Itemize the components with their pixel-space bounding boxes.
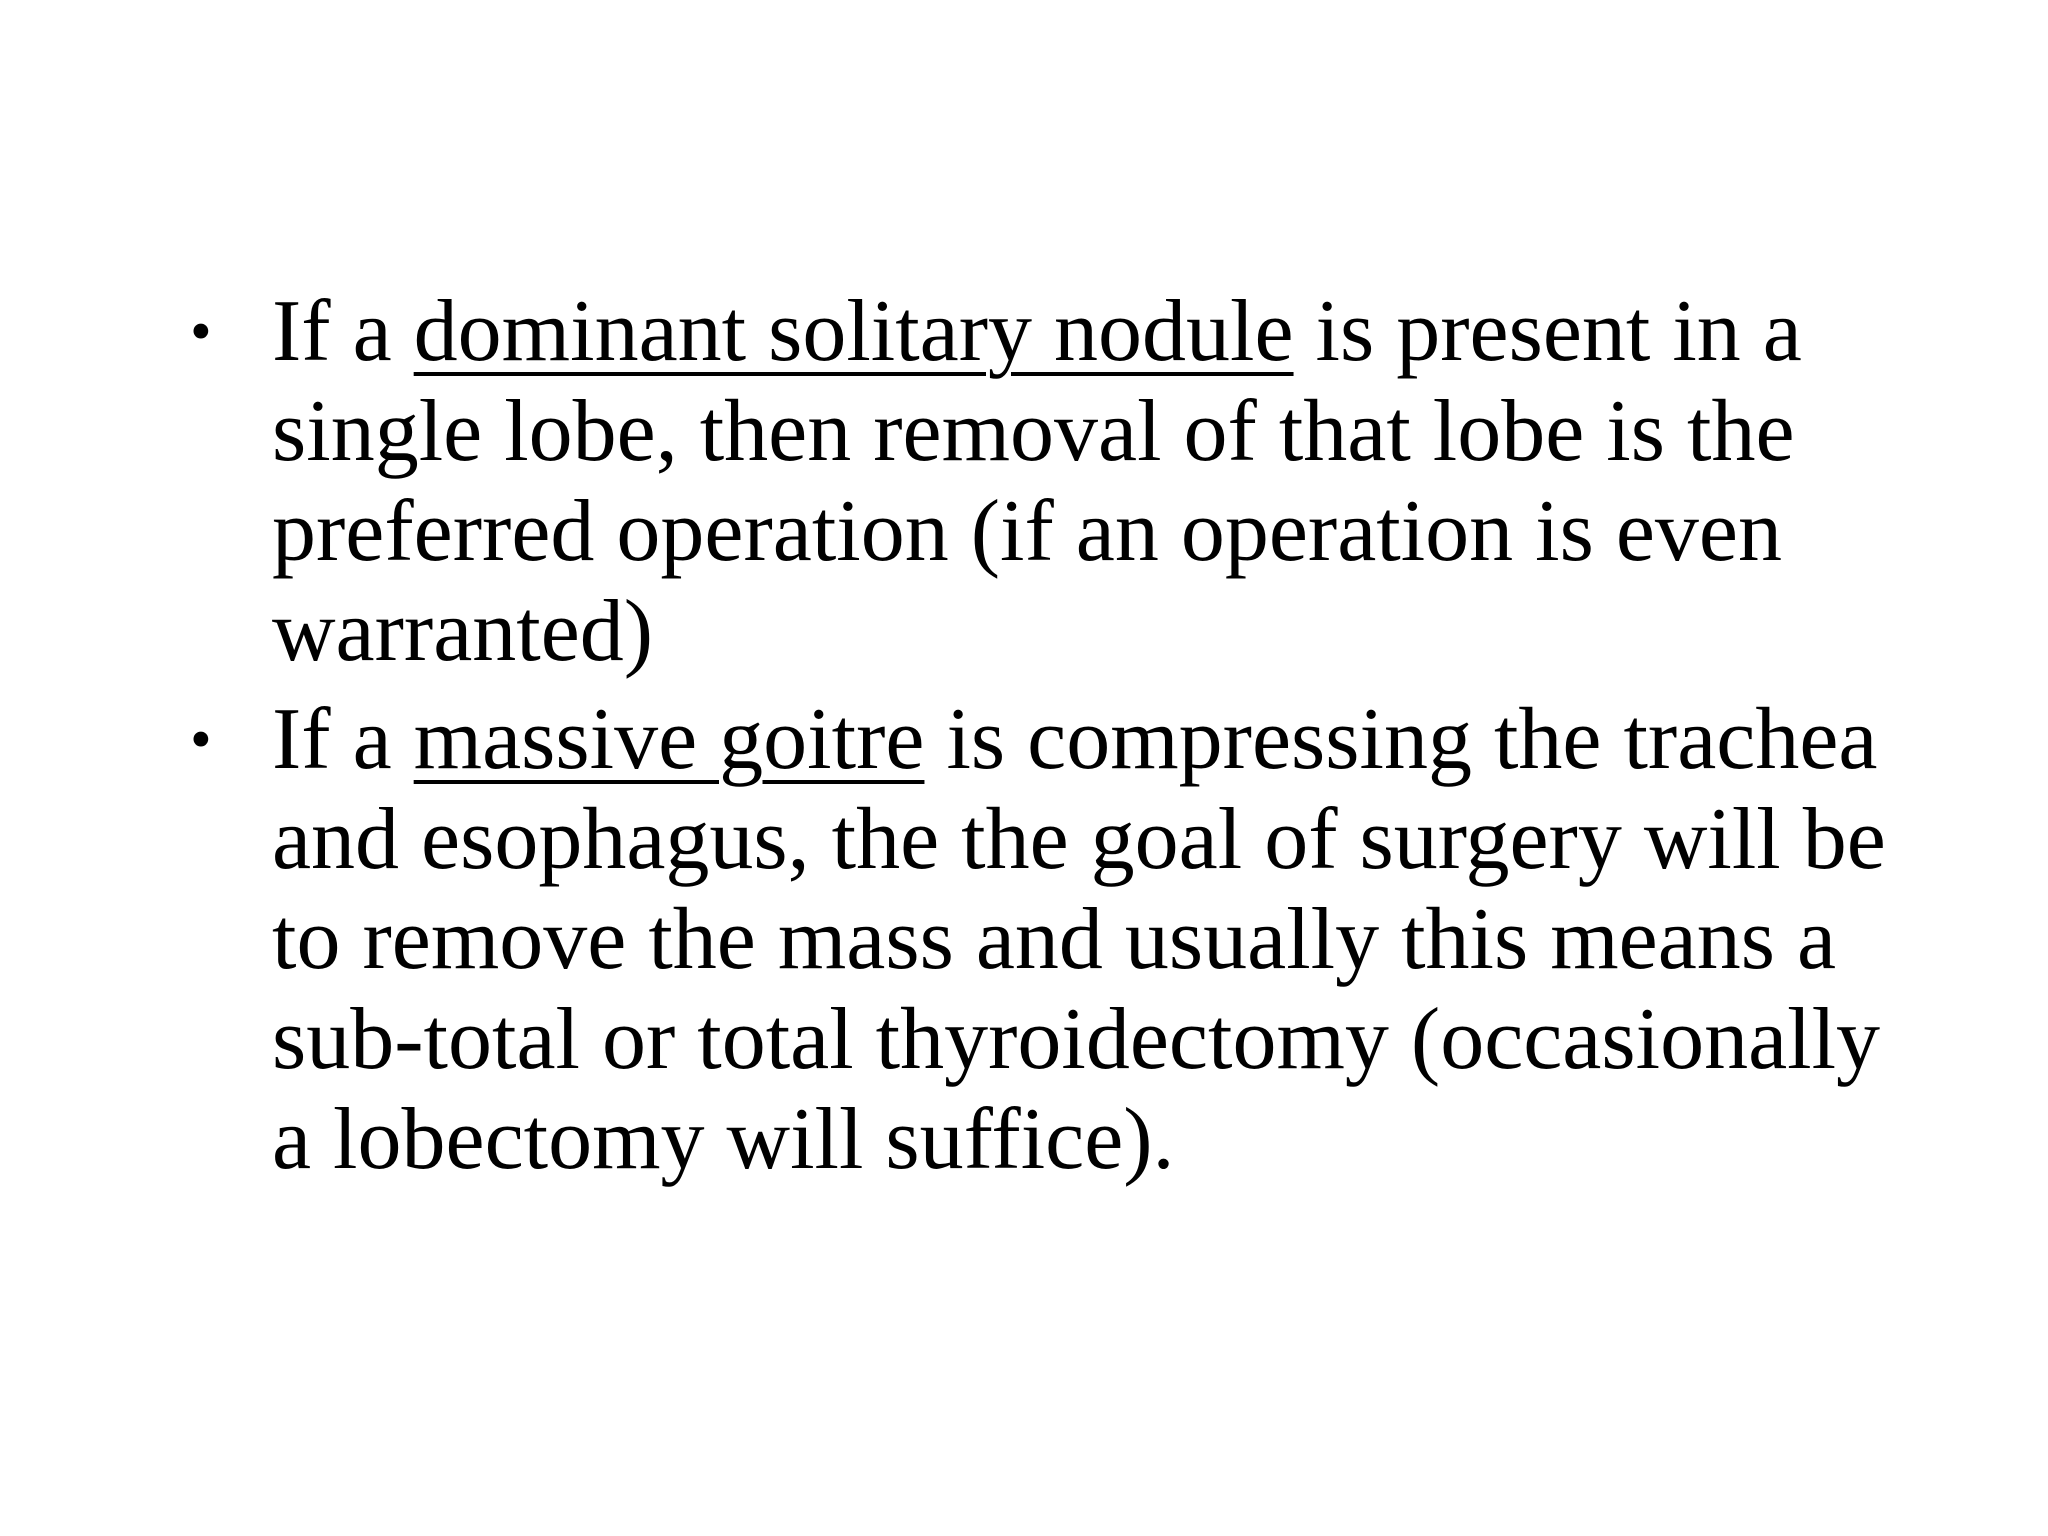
bullet-text-suffix: is present in a single lobe, then removal of that lobe is the preferred operation (if an operation is even warranted) [272,283,1802,680]
bullet-text-prefix: If a [272,283,414,380]
bullet-item-solitary-nodule [190,282,1910,682]
bullet-list [190,282,1910,1198]
underlined-term: dominant solitary nodule [413,283,1294,380]
bullet-text-suffix: is compressing the trachea and esophagus, the the goal of surgery will be to remove the mass and usually this means a sub-total or total thyroidectomy (occasionally a lobectomy will suffice). [272,691,1886,1188]
underlined-term: massive goitre [413,691,925,788]
bullet-text-prefix: If a [272,691,414,788]
bullet-item-massive-goitre [190,690,1910,1190]
bullet-icon: • [190,706,212,774]
bullet-icon: • [190,298,212,366]
